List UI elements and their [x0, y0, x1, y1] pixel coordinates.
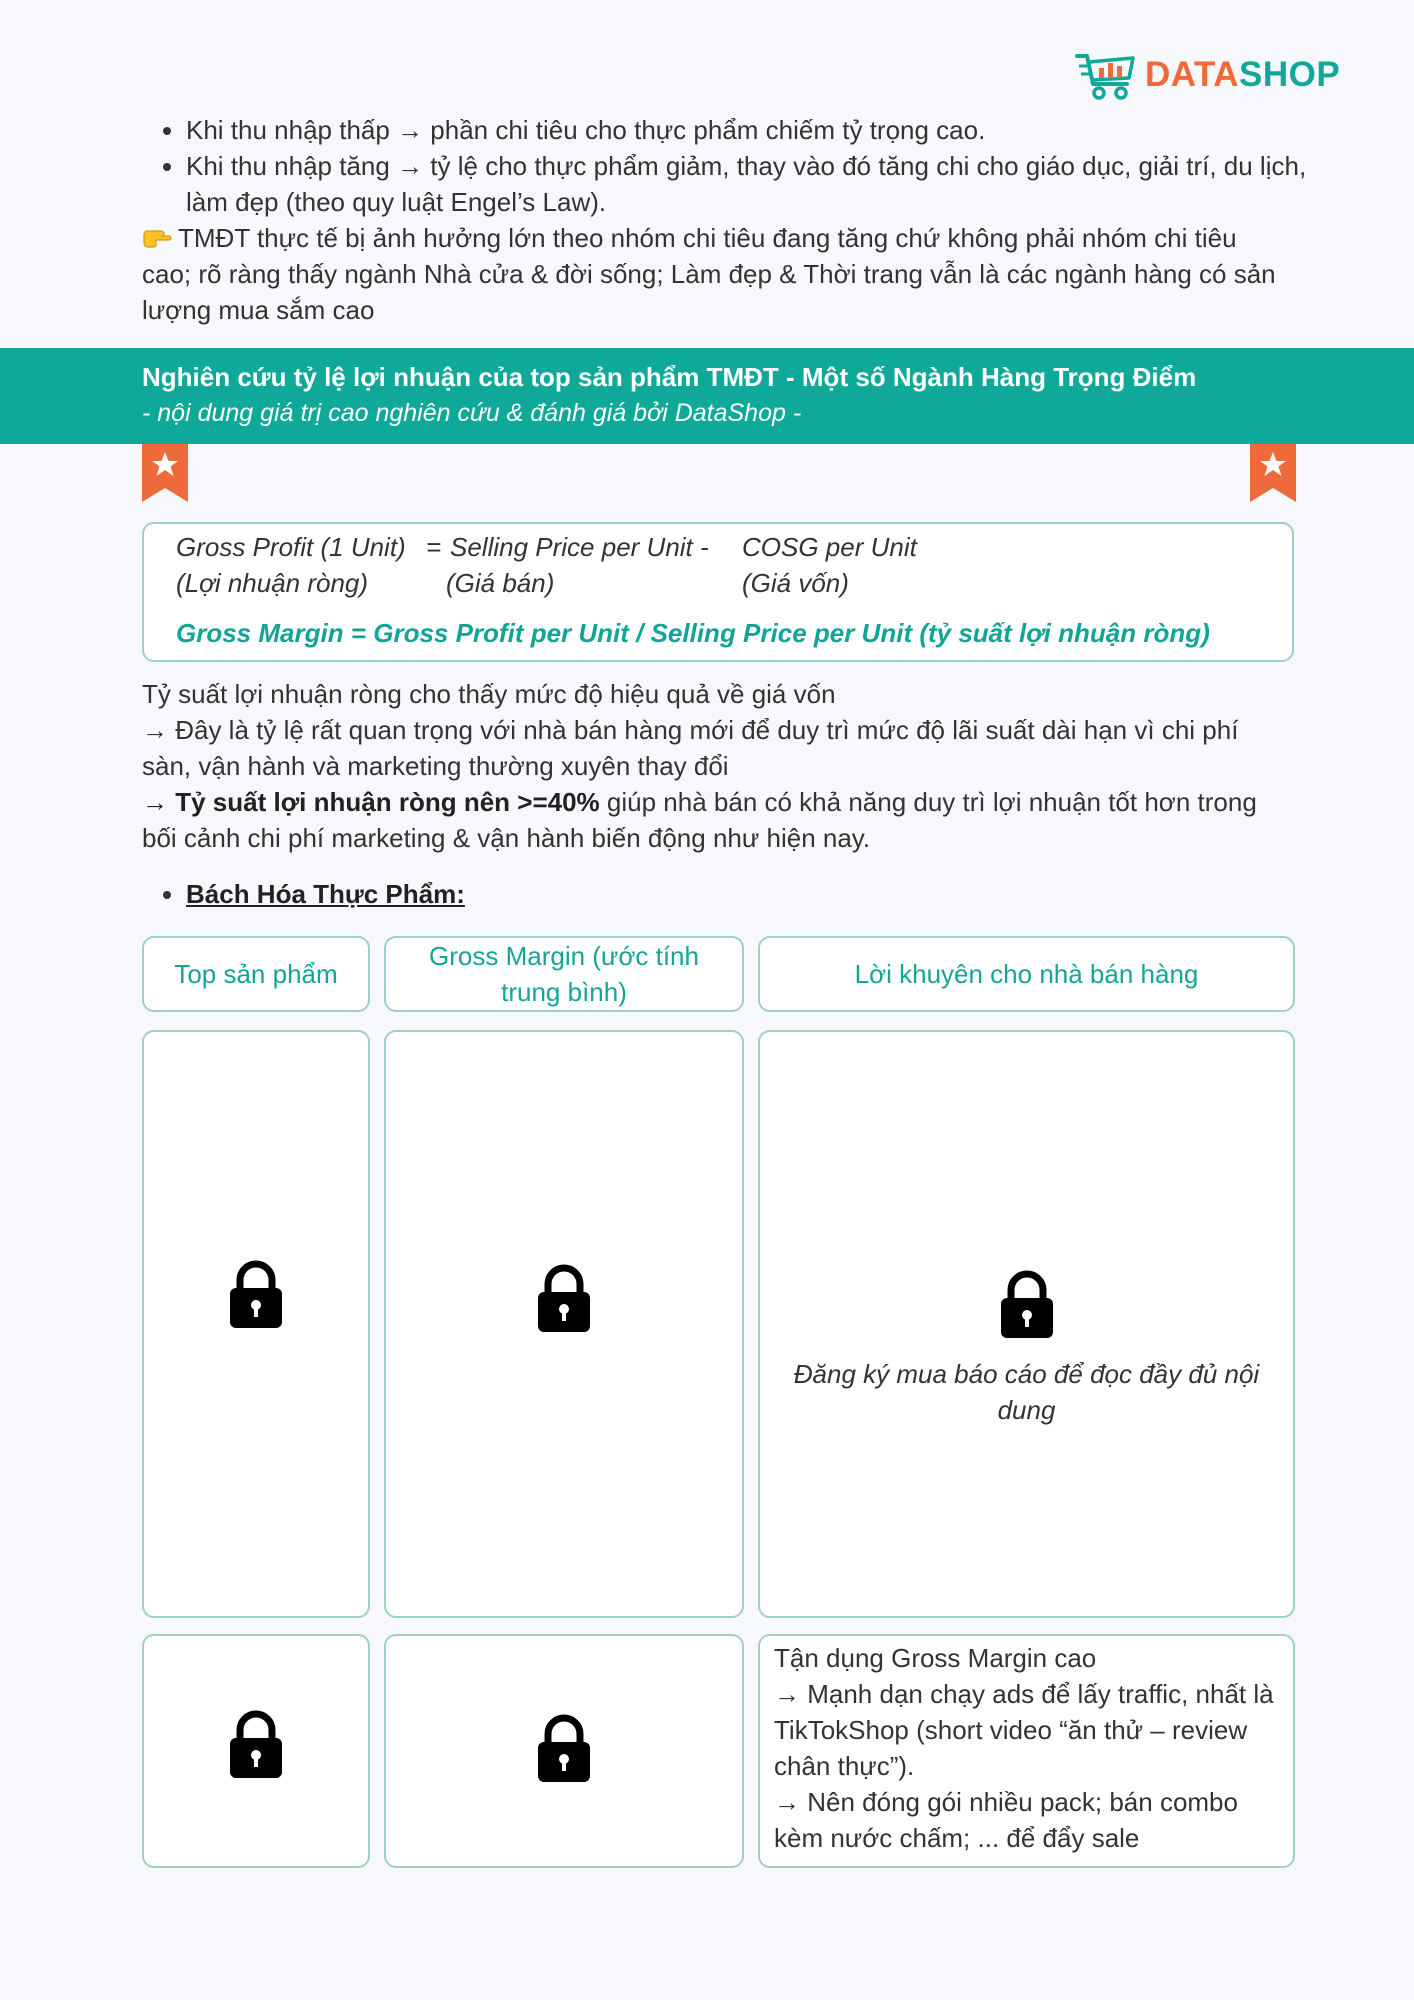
- explanation-line: Tỷ suất lợi nhuận ròng cho thấy mức độ hiệu quả về giá vốn: [142, 679, 836, 709]
- intro-note: [142, 220, 1292, 328]
- lock-icon: [227, 1710, 285, 1780]
- star-ribbon-icon: [142, 444, 188, 502]
- shopping-cart-icon: [1075, 48, 1137, 102]
- locked-cell: [384, 1634, 744, 1868]
- explanation-line: [142, 784, 1292, 856]
- explanation-line: → Đây là tỷ lệ rất quan trọng với nhà bán hàng mới để duy trì mức độ lãi suất dài hạn vì chi phí sàn, vận hành và marketing thường xuyên thay đổi: [142, 715, 1239, 781]
- banner-subtitle: - nội dung giá trị cao nghiên cứu & đánh giá bởi DataShop -: [142, 399, 802, 427]
- intro-note-text: TMĐT thực tế bị ảnh hưởng lớn theo nhóm chi tiêu đang tăng chứ không phải nhóm chi tiêu cao; rõ ràng thấy ngành Nhà cửa & đời sống; Làm đẹp & Thời trang vẫn là các ngành hàng có sản lượng mua sắm cao: [142, 223, 1276, 325]
- formula-gross-profit: Gross Profit (1 Unit): [176, 532, 406, 562]
- section-heading: [150, 876, 465, 912]
- lock-icon: [535, 1264, 593, 1334]
- formula-gross-profit-vi: (Lợi nhuận ròng): [176, 568, 369, 598]
- lock-icon: [998, 1270, 1056, 1340]
- formula-equals: =: [426, 532, 442, 562]
- lock-icon: [535, 1714, 593, 1784]
- brand-name-part2: SHOP: [1239, 55, 1341, 94]
- column-header-gross-margin: Gross Margin (ước tính trung bình): [384, 936, 744, 1012]
- advice-line: Tận dụng Gross Margin cao: [774, 1643, 1097, 1673]
- explanation-highlight: → Tỷ suất lợi nhuận ròng nên >=40%: [142, 787, 600, 817]
- advice-line: → Mạnh dạn chạy ads để lấy traffic, nhất là TikTokShop (short video “ăn thử – review chân thực”).: [774, 1679, 1274, 1781]
- intro-bullet-list: [150, 112, 1336, 220]
- formula-cosg-vi: (Giá vốn): [742, 568, 849, 598]
- pointing-hand-icon: [142, 227, 172, 249]
- banner-title: Nghiên cứu tỷ lệ lợi nhuận của top sản phẩm TMĐT - Một số Ngành Hàng Trọng Điểm: [142, 362, 1197, 392]
- advice-line: → Nên đóng gói nhiều pack; bán combo kèm nước chấm; ... để đẩy sale: [774, 1787, 1238, 1853]
- section-title: Bách Hóa Thực Phẩm:: [186, 879, 465, 909]
- locked-cell: [142, 1030, 370, 1618]
- column-header-top-products: Top sản phẩm: [142, 936, 370, 1012]
- datashop-logo: [1075, 45, 1340, 105]
- locked-cell: [384, 1030, 744, 1618]
- star-ribbon-icon: [1250, 444, 1296, 502]
- locked-cell: [142, 1634, 370, 1868]
- explanation-rest: giúp nhà bán có khả năng duy trì lợi nhuận tốt hơn trong bối cảnh chi phí marketing & vận hành biến động như hiện nay.: [142, 787, 1257, 853]
- formula-gross-margin: Gross Margin = Gross Profit per Unit / Selling Price per Unit (tỷ suất lợi nhuận ròng): [176, 618, 1210, 648]
- section-banner: [0, 348, 1414, 444]
- formula-selling-price: Selling Price per Unit -: [450, 532, 709, 562]
- intro-bullet: • Khi thu nhập tăng → tỷ lệ cho thực phẩm giảm, thay vào đó tăng chi cho giáo dục, giải trí, du lịch, làm đẹp (theo quy luật Engel’s Law).: [186, 148, 1336, 220]
- advice-text: [774, 1640, 1284, 1856]
- formula-selling-price-vi: (Giá bán): [446, 568, 555, 598]
- locked-advice-cell: [758, 1030, 1295, 1618]
- lock-icon: [227, 1260, 285, 1330]
- locked-message: Đăng ký mua báo cáo để đọc đầy đủ nội dung: [793, 1359, 1260, 1425]
- formula-box: [142, 522, 1294, 662]
- brand-name-part1: DATA: [1145, 55, 1240, 94]
- intro-bullet: • Khi thu nhập thấp → phần chi tiêu cho thực phẩm chiếm tỷ trọng cao.: [186, 112, 1336, 148]
- explanation-paragraph: [142, 676, 1292, 856]
- formula-cosg: COSG per Unit: [742, 532, 917, 562]
- column-header-advice: Lời khuyên cho nhà bán hàng: [758, 936, 1295, 1012]
